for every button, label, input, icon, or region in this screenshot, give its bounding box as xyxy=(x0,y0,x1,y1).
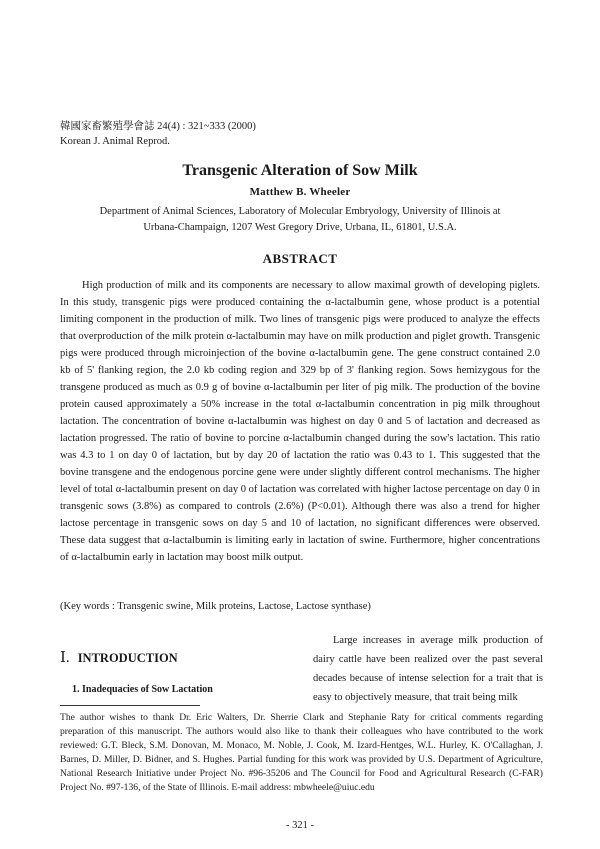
footnote-divider xyxy=(60,705,200,706)
article-title: Transgenic Alteration of Sow Milk xyxy=(182,162,418,179)
journal-citation: 韓國家畜繁殖學會誌 24(4) : 321~333 (2000) xyxy=(60,121,256,132)
journal-name: Korean J. Animal Reprod. xyxy=(60,136,170,147)
author-affiliation: Department of Animal Sciences, Laboratory of Molecular Embryology, University of Illinois at Urbana-Champaign, 1207 West Gregory Drive, Urbana, IL, 61801, U.S.A. xyxy=(99,206,501,233)
page-number: - 321 - xyxy=(286,820,314,831)
section-heading-introduction xyxy=(60,648,178,667)
section-title: INTRODUCTION xyxy=(77,651,178,665)
abstract-body: High production of milk and its components are necessary to allow maximal growth of developing piglets. In this study, transgenic pigs were produced containing the α-lactalbumin gene, whose product is a potential limiting component in the production of milk. Two lines of transgenic pigs were produced to analyze the effects that overproduction of the milk protein α-lactalbumin may have on milk production and piglet growth. Transgenic pigs were produced through microinjection of the bovine α-lactalbumin gene. The gene construct contained 2.0 kb of 5' flanking region, the 2.0 kb coding region and 329 bp of 3' flanking region. Sows hemizygous for the transgene produced as much as 0.9 g of bovine α-lactalbumin per liter of pig milk. The production of the bovine protein caused approximately a 50% increase in the total α-lactalbumin concentration in pig milk throughout lactation. The concentration of bovine α-lactalbumin was highest on day 0 and 5 of lactation and decreased as lactation progressed. The ratio of bovine to porcine α-lactalbumin changed during the sow's lactation. This ratio was 4.3 to 1 on day 0 of lactation, but by day 20 of lactation the ratio was 0.43 to 1. This suggested that the bovine transgene and the endogenous porcine gene were under slightly different control mechanisms. The higher level of total α-lactalbumin present on day 0 of lactation was correlated with higher lactose percentage on day 0 in transgenic sows (3.8%) as compared to controls (2.6%) (P<0.01). Although there was also a trend for higher lactose percentage in transgenic sows on day 5 and 10 of lactation, no significant differences were observed. These data suggest that α-lactalbumin is limiting early in lactation of swine. Furthermore, higher concentrations of α-lactalbumin early in lactation may boost milk output. xyxy=(60,280,540,563)
subsection-heading: 1. Inadequacies of Sow Lactation xyxy=(72,684,213,695)
journal-header xyxy=(60,119,256,149)
acknowledgement-footnote: The author wishes to thank Dr. Eric Walters, Dr. Sherrie Clark and Stephanie Raty for critical comments regarding preparation of this manuscript. The authors would also like to thank their colleagues who have contributed to the work reviewed: G.T. Bleck, S.M. Donovan, M. Monaco, M. Noble, J. Cook, M. Izard-Hentges, W.L. Hurley, K. O'Callaghan, J. Barnes, D. Miller, D. Bidner, and S. Hughes. Partial funding for this work was provided by U.S. Department of Agriculture, National Research Initiative under Project No. #96-35206 and The Council for Food and Agricultural Research (C-FAR) Project No. #97-136, of the State of Illinois. E-mail address: mbwheele@uiuc.edu xyxy=(60,712,543,793)
introduction-body: Large increases in average milk production of dairy cattle have been realized over the past several decades because of intense selection for a trait that is easy to objectively measure, that trait being milk xyxy=(313,635,543,703)
article-author: Matthew B. Wheeler xyxy=(249,186,351,198)
abstract-heading: ABSTRACT xyxy=(262,251,338,266)
section-numeral: Ⅰ. xyxy=(60,650,70,666)
keywords: (Key words : Transgenic swine, Milk proteins, Lactose, Lactose synthase) xyxy=(60,601,371,612)
